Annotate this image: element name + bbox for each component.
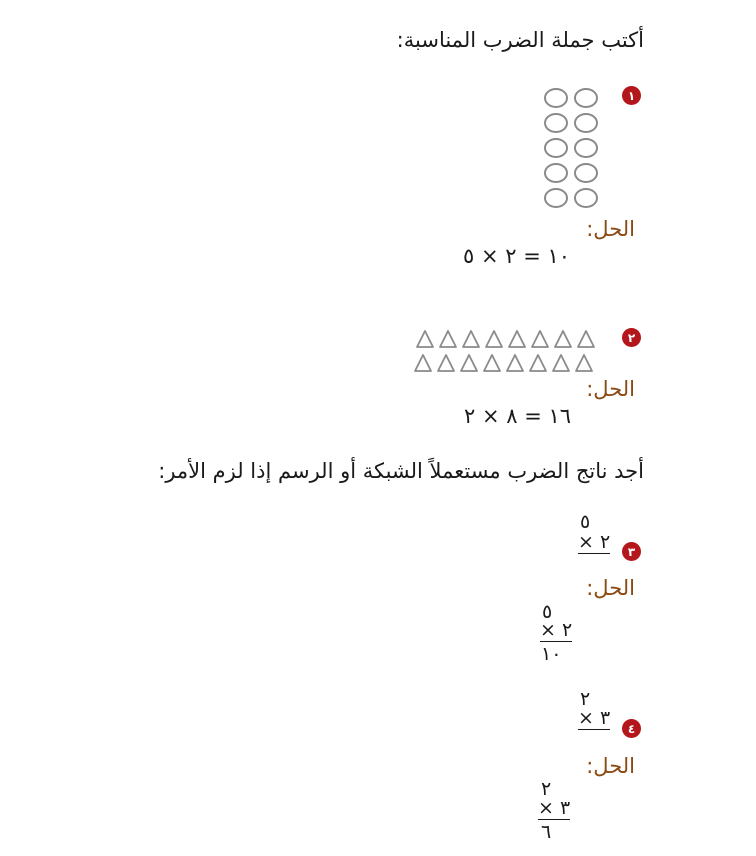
circle-r5-c2: [575, 189, 597, 207]
circle-r3-c1: [545, 139, 567, 157]
triangle-r1-c3: [463, 331, 479, 347]
q3-solution-result: ١٠: [541, 643, 562, 665]
q3-operator-line: × ٢: [578, 531, 611, 553]
q4-operator-line: × ٣: [578, 707, 611, 729]
q4-solution-result: ٦: [541, 821, 552, 843]
circle-r1-c1: [545, 89, 567, 107]
q4-solution-operator-line: × ٣: [538, 797, 571, 819]
triangle-r1-c4: [486, 331, 502, 347]
solution-label-4: الحل:: [586, 754, 635, 778]
question-badge-3: ٣: [622, 542, 641, 561]
triangle-r1-c5: [509, 331, 525, 347]
answer-equation-1: ١٠ = ٢ × ٥: [463, 244, 571, 268]
circle-r3-c2: [575, 139, 597, 157]
triangle-r1-c7: [555, 331, 571, 347]
triangle-r2-c5: [507, 355, 523, 371]
question-badge-1: ١: [622, 86, 641, 105]
triangle-r2-c1: [415, 355, 431, 371]
q3-solution-operator-line: × ٢: [540, 619, 573, 641]
q4-solution-top: ٢: [541, 778, 552, 800]
triangle-r2-c8: [576, 355, 592, 371]
triangle-r2-c3: [461, 355, 477, 371]
triangle-r2-c2: [438, 355, 454, 371]
triangle-r1-c2: [440, 331, 456, 347]
triangle-r2-c6: [530, 355, 546, 371]
q3-top-number: ٥: [580, 511, 591, 533]
triangle-r1-c1: [417, 331, 433, 347]
triangle-r1-c6: [532, 331, 548, 347]
question-badge-2: ٢: [622, 328, 641, 347]
triangle-r2-c4: [484, 355, 500, 371]
q4-top-number: ٢: [580, 688, 591, 710]
instruction-write-multiplication: أكتب جملة الضرب المناسبة:: [396, 28, 644, 52]
q3-solution-top: ٥: [542, 601, 553, 623]
solution-label-3: الحل:: [586, 576, 635, 600]
circle-r1-c2: [575, 89, 597, 107]
circle-r2-c1: [545, 114, 567, 132]
question-badge-4: ٤: [622, 719, 641, 738]
circle-r4-c2: [575, 164, 597, 182]
circles-array-figure: [541, 85, 603, 215]
triangle-r1-c8: [578, 331, 594, 347]
solution-label-2: الحل:: [586, 377, 635, 401]
answer-equation-2: ١٦ = ٨ × ٢: [464, 404, 572, 428]
solution-label-1: الحل:: [586, 217, 635, 241]
triangle-r2-c7: [553, 355, 569, 371]
triangles-array-figure: [412, 328, 604, 376]
circle-r5-c1: [545, 189, 567, 207]
circle-r4-c1: [545, 164, 567, 182]
instruction-find-product: أجد ناتج الضرب مستعملاً الشبكة أو الرسم إذا لزم الأمر:: [158, 459, 644, 483]
circle-r2-c2: [575, 114, 597, 132]
